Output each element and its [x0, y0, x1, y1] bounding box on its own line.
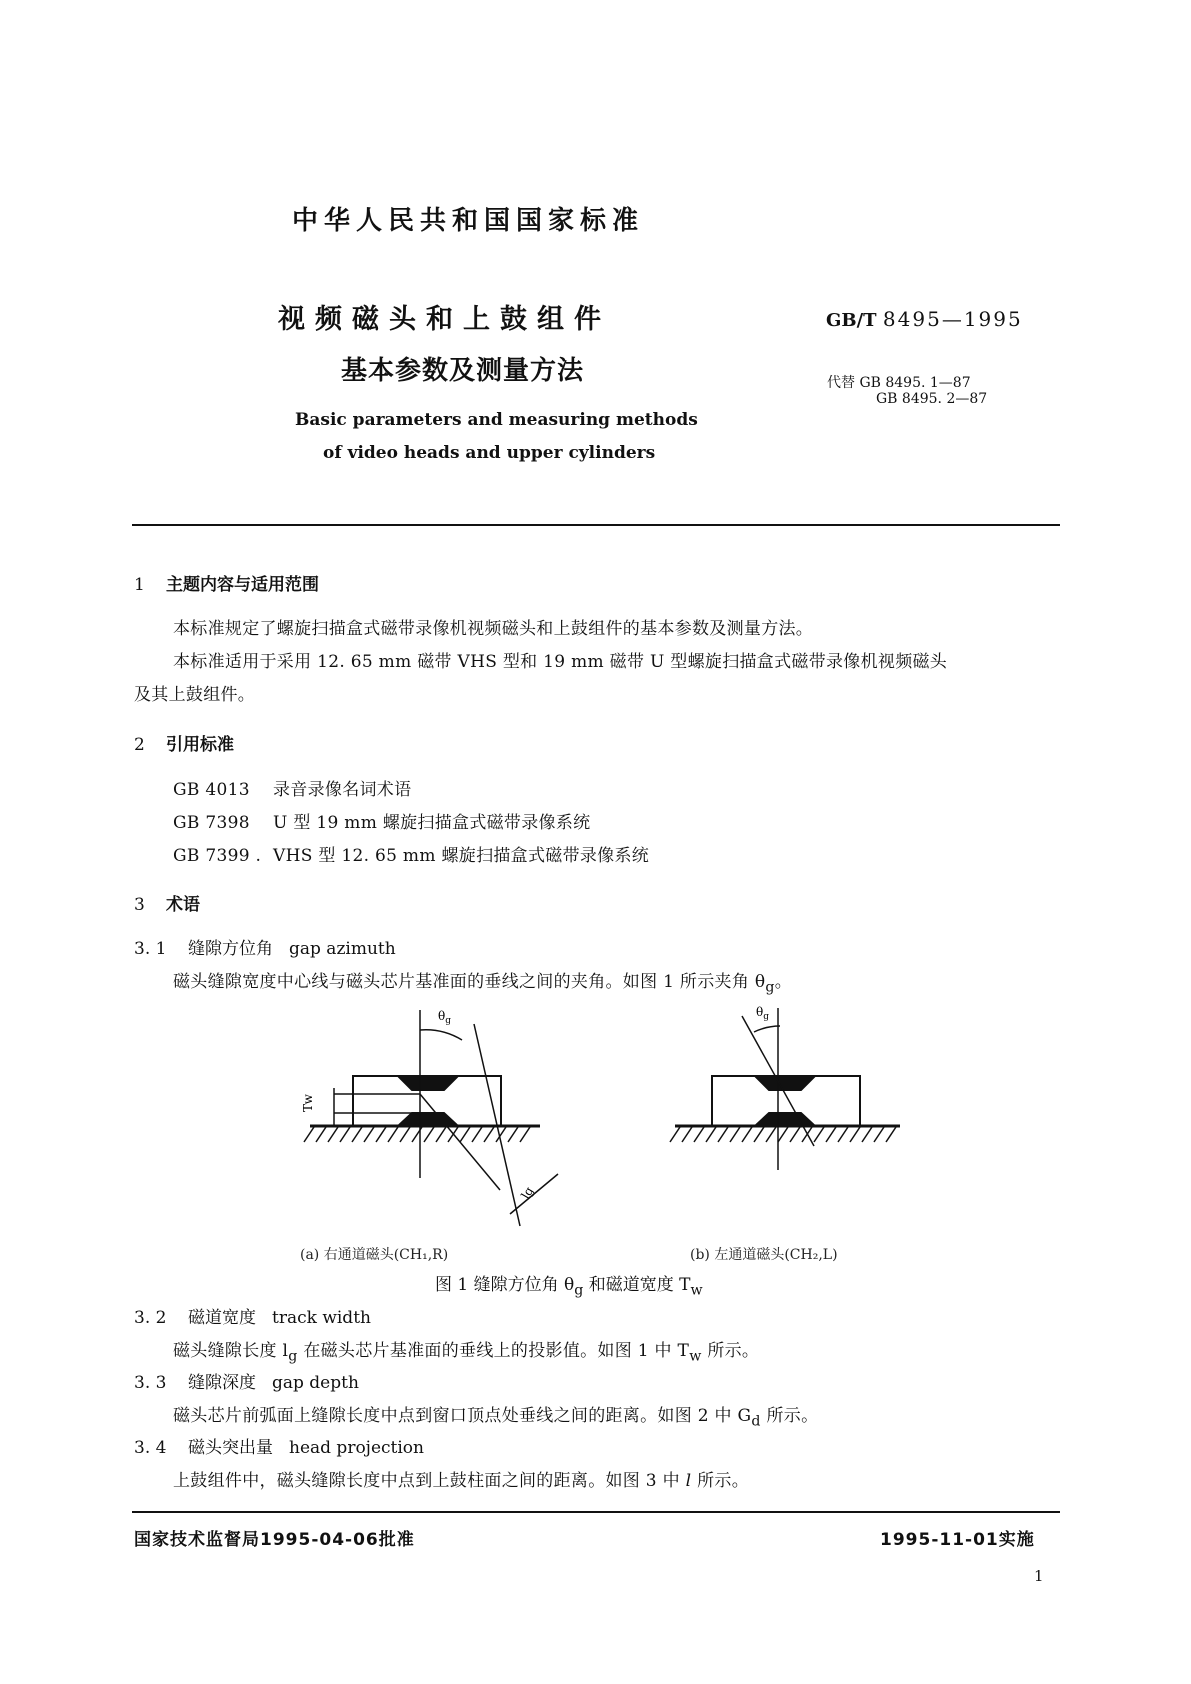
definition-text: 磁头缝隙长度 l	[173, 1341, 289, 1361]
lower-core-a	[398, 1113, 458, 1126]
figure-1b-head	[670, 1008, 900, 1170]
figure-1-diagram	[290, 993, 910, 1238]
term-3-1	[134, 934, 396, 959]
caption-sub2: w	[690, 1282, 703, 1299]
term-en: head projection	[289, 1438, 424, 1458]
reference-code: GB 4013	[173, 780, 250, 800]
term-3-3-definition	[173, 1401, 818, 1429]
replaces-line1: 代替 GB 8495. 1—87	[827, 375, 971, 391]
figure-1b-caption: (b) 左通道磁头(CH₂,L)	[690, 1247, 838, 1263]
section-2-title: 引用标准	[166, 735, 234, 755]
azimuth-arc-b	[754, 1026, 780, 1032]
term-number: 3. 4	[134, 1438, 167, 1458]
definition-text: 所示。	[760, 1406, 819, 1426]
definition-text: 在磁头芯片基准面的垂线上的投影值。如图 1 中 T	[297, 1341, 690, 1361]
term-3-2-definition	[173, 1336, 759, 1364]
title-cn-line2: 基本参数及测量方法	[341, 356, 585, 386]
upper-core-b	[755, 1076, 815, 1090]
page-number: 1	[1034, 1567, 1044, 1585]
section-2-heading	[134, 730, 234, 755]
reference-code: GB 7398	[173, 813, 250, 833]
lg-label: lg	[518, 1184, 537, 1202]
definition-text: 所示。	[701, 1341, 760, 1361]
approval-date: 国家技术监督局1995-04-06批准	[134, 1530, 415, 1550]
tw-label: Tw	[301, 1094, 315, 1112]
upper-core-a	[398, 1076, 458, 1090]
footer-divider	[132, 1511, 1060, 1513]
term-cn: 磁头突出量	[188, 1438, 273, 1458]
reference-title: 录音录像名词术语	[273, 780, 412, 800]
figure-1a-caption: (a) 右通道磁头(CH₁,R)	[300, 1247, 449, 1263]
term-en: gap azimuth	[289, 939, 396, 959]
definition-subscript: d	[751, 1413, 761, 1430]
standard-code	[826, 307, 1023, 331]
term-number: 3. 3	[134, 1373, 167, 1393]
definition-end: 。	[774, 972, 793, 992]
section-3-heading	[134, 890, 200, 915]
caption-prefix: 图 1 缝隙方位角 θ	[435, 1275, 575, 1295]
section-1-para-1: 本标准规定了螺旋扫描盒式磁带录像机视频磁头和上鼓组件的基本参数及测量方法。	[173, 619, 814, 639]
definition-variable: l	[685, 1471, 692, 1491]
reference-title: U 型 19 mm 螺旋扫描盒式磁带录像系统	[273, 813, 591, 833]
term-3-3	[134, 1368, 359, 1393]
caption-sub1: g	[574, 1282, 584, 1299]
term-cn: 缝隙方位角	[188, 939, 273, 959]
code-number: 8495—1995	[882, 307, 1023, 331]
definition-text: 磁头缝隙宽度中心线与磁头芯片基准面的垂线之间的夹角。如图 1 所示夹角 θ	[173, 972, 766, 992]
term-3-4-definition	[173, 1466, 749, 1491]
section-1-para-2a: 本标准适用于采用 12. 65 mm 磁带 VHS 型和 19 mm 磁带 U 型螺旋扫描盒式磁带录像机视频磁头	[173, 652, 948, 672]
title-cn-line1: 视频磁头和上鼓组件	[278, 304, 611, 335]
term-cn: 磁道宽度	[188, 1308, 256, 1328]
term-en: gap depth	[272, 1373, 359, 1393]
replaces-line2: GB 8495. 2—87	[876, 391, 988, 407]
code-prefix: GB/T	[826, 310, 877, 331]
section-1-para-2b: 及其上鼓组件。	[134, 685, 256, 705]
header-divider	[132, 524, 1060, 526]
reference-item	[173, 775, 411, 800]
title-en-line1: Basic parameters and measuring methods	[295, 410, 698, 430]
definition-subscript: g	[288, 1348, 298, 1365]
figure-1-caption	[435, 1270, 703, 1298]
caption-mid: 和磁道宽度 T	[583, 1275, 691, 1295]
definition-text: 磁头芯片前弧面上缝隙长度中点到窗口顶点处垂线之间的距离。如图 2 中 G	[173, 1406, 752, 1426]
national-standard-heading: 中华人民共和国国家标准	[292, 206, 645, 236]
reference-title: VHS 型 12. 65 mm 螺旋扫描盒式磁带录像系统	[273, 846, 650, 866]
definition-subscript: g	[765, 979, 775, 996]
definition-text: 上鼓组件中，磁头缝隙长度中点到上鼓柱面之间的距离。如图 3 中	[173, 1471, 686, 1491]
term-cn: 缝隙深度	[188, 1373, 256, 1393]
section-3-title: 术语	[166, 895, 200, 915]
section-1-title: 主题内容与适用范围	[166, 575, 319, 595]
section-3-number: 3	[134, 895, 145, 915]
reference-item	[173, 808, 590, 833]
reference-code: GB 7399 .	[173, 846, 262, 866]
term-3-1-definition	[173, 967, 792, 995]
term-number: 3. 2	[134, 1308, 167, 1328]
term-3-2	[134, 1303, 371, 1328]
hatching-b	[670, 1127, 896, 1142]
term-3-4	[134, 1433, 424, 1458]
term-number: 3. 1	[134, 939, 167, 959]
section-1-number: 1	[134, 575, 145, 595]
section-2-number: 2	[134, 735, 145, 755]
reference-item	[173, 841, 649, 866]
section-1-heading	[134, 570, 319, 595]
lower-core-b	[755, 1113, 815, 1126]
definition-subscript: w	[689, 1348, 702, 1365]
implementation-date: 1995-11-01实施	[880, 1530, 1035, 1550]
azimuth-arc-a	[420, 1030, 462, 1040]
title-en-line2: of video heads and upper cylinders	[323, 443, 656, 463]
term-en: track width	[272, 1308, 371, 1328]
theta-label-b: $\theta_g$	[756, 1005, 769, 1022]
theta-label-a: $\theta_g$	[438, 1009, 451, 1026]
hatching-a	[304, 1127, 530, 1142]
definition-text: 所示。	[691, 1471, 749, 1491]
